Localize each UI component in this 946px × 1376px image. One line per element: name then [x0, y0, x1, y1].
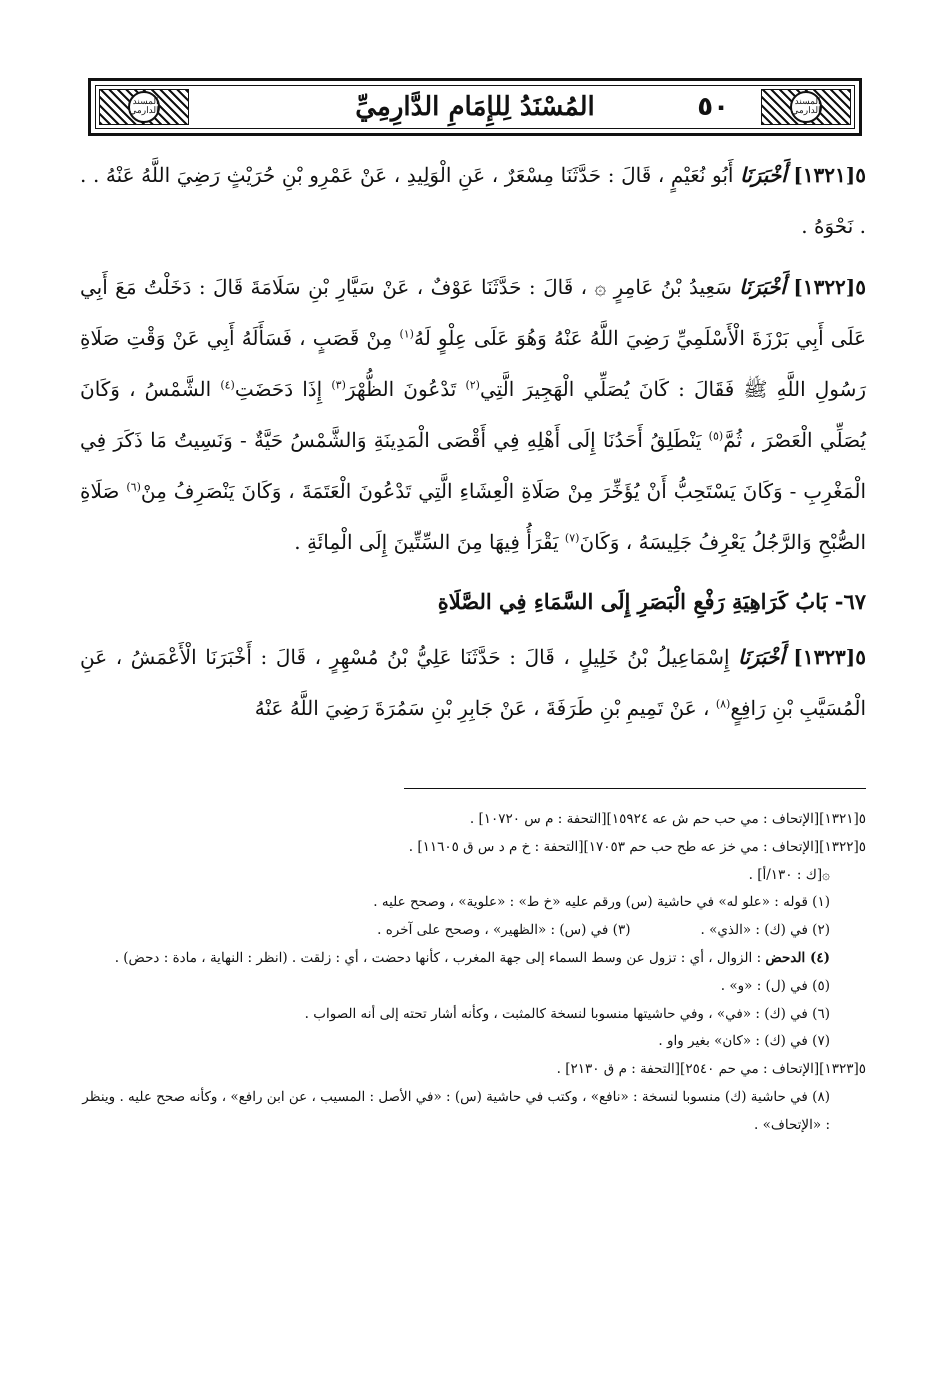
- akhbarana-word: أَخْبَرَنَا: [738, 645, 785, 669]
- hadith-1321: [80, 150, 866, 252]
- footnote-ref[interactable]: (٣): [331, 378, 346, 392]
- hadith-text: الشَّمْسُ ، وَكَانَ يُصَلِّي الْعَصْرَ ، ثُمَّ: [80, 377, 866, 452]
- hadith-text: تَدْعُونَ الظُّهْرَ: [345, 377, 457, 401]
- hadith-text: مِنْ قَصَبٍ ، فَسَأَلَهُ أَبِي عَنْ وَقْتِ صَلَاةِ رَسُولِ اللَّهِ ﷺ فَقَالَ : كَانَ يُصَلِّي الْهَجِيرَ الَّتِي: [80, 326, 867, 401]
- seal-text: المسند الدارمي: [129, 97, 159, 116]
- seal-icon: [790, 91, 822, 123]
- akhbarana-word: أَخْبَرَنَا: [740, 163, 787, 187]
- hadith-text: ، عَنْ تَمِيمِ بْنِ طَرَفَةَ ، عَنْ جَابِرِ بْنِ سَمُرَةَ رَضِيَ اللَّهُ عَنْهُ: [254, 696, 710, 720]
- footnote-1: (١) قوله : «علو له» في حاشية (س) ورقم عليه «خ ط» : «علوية» ، وصحح عليه .: [373, 894, 830, 911]
- footnote-5: (٥) في (ل) : «و» .: [720, 977, 830, 994]
- main-text: [80, 150, 866, 744]
- footnote-4-text: : الزوال ، أي : تزول عن وسط السماء إلى جهة المغرب ، كأنها دحضت ، أي : زلقت . (انظر : النهاية ، مادة : دحض) .: [114, 949, 762, 966]
- footnote-3: (٣) في (س) : «الظهير» ، وصحح على آخره .: [377, 922, 631, 939]
- hadith-text: صَلَاةِ الصُّبْحِ وَالرَّجُلُ يَعْرِفُ جَلِيسَهُ ، وَكَانَ: [80, 479, 866, 554]
- footnote-4-label: (٤) الدحض: [765, 949, 830, 966]
- takhrij-note-1321: ٥[١٣٢١][الإتحاف : مي حب حم ش عه ١٥٩٢٤][التحفة : م س ١٠٧٢٠] .: [469, 811, 866, 827]
- book-title: المُسْنَدُ لِلإِمَامِ الدَّارِمِيِّ: [355, 92, 595, 122]
- hadith-text: أَبُو نُعَيْمٍ ، قَالَ : حَدَّثَنَا مِسْعَرٌ ، عَنِ الْوَلِيدِ ، عَنْ عَمْرِو بْنِ حُرَيْثٍ رَضِيَ اللَّهُ عَنْهُ . . . نَحْوَهُ .: [80, 163, 866, 238]
- hadith-text: يَقْرَأُ فِيهَا مِنَ السِّتِّينَ إِلَى الْمِائَةِ .: [294, 530, 559, 554]
- footnotes: [80, 806, 866, 1140]
- footnote-7: (٧) في (ك) : «كان» بغير واو .: [658, 1033, 830, 1050]
- footnote-4: [80, 945, 866, 973]
- footnote-separator: [404, 788, 866, 789]
- footnote-ref[interactable]: (٢): [465, 378, 480, 392]
- footnote-ref[interactable]: (٨): [715, 697, 731, 711]
- hadith-text: إِذَا دَحَضَتِ: [234, 377, 323, 401]
- footnote-ref[interactable]: (٥): [708, 429, 724, 443]
- footnote-6: (٦) في (ك) : «في» ، وفي حاشيتها منسوبا لنسخة كالمثبت ، وكأنه أشار تحته إلى أنه الصواب .: [304, 1005, 830, 1022]
- footnote-2: (٢) في (ك) : «الذي» .: [700, 922, 830, 939]
- footnote-ref[interactable]: (١): [399, 327, 414, 341]
- hadith-text: يَنْطَلِقُ أَحَدُنَا إِلَى أَهْلِهِ فِي أَقْصَى الْمَدِينَةِ وَالشَّمْسُ حَيَّةٌ - وَنَسِيتُ مَا ذَكَرَ فِي الْمَغْرِبِ - وَكَانَ يَسْتَحِبُّ أَنْ يُؤَخِّرَ مِنْ صَلَاةِ الْعِشَاءِ الَّتِي تَدْعُونَ الْعَتَمَةَ ، وَكَانَ يَنْصَرِفُ مِنْ: [80, 428, 867, 503]
- takhrij-note-1323: ٥[١٣٢٣][الإتحاف : مي حم ٢٥٤٠][التحفة : م ق ٢١٣٠] .: [556, 1061, 866, 1078]
- hadith-number: ٥[١٣٢٢]: [793, 275, 867, 299]
- hadith-text: إِسْمَاعِيلُ بْنُ خَلِيلٍ ، قَالَ : حَدَّثَنَا عَلِيُّ بْنُ مُسْهِرٍ ، قَالَ : أَخْبَرَنَا الْأَعْمَشُ ، عَنِ الْمُسَيَّبِ بْنِ رَافِعٍ: [80, 645, 866, 720]
- seal-icon: [128, 91, 160, 123]
- footnote-ref[interactable]: (٧): [564, 531, 580, 545]
- header-ornament-left: [99, 89, 189, 125]
- footnote-8: (٨) في حاشية (ك) منسوبا لنسخة : «نافع» ، وكتب في حاشية (س) : «في الأصل : المسيب ، عن ابن رافع» ، وكأنه صحح عليه . وينظر : «الإتحاف» .: [82, 1088, 830, 1133]
- hadith-number: ٥[١٣٢١]: [793, 163, 866, 187]
- footnote-pair-2-3: [80, 917, 866, 945]
- hadith-1323: [80, 632, 866, 734]
- hadith-number: ٥[١٣٢٣]: [793, 645, 867, 669]
- seal-text: المسند الدارمي: [791, 97, 821, 116]
- folio-note: ۞[ك : ١٣٠/أ] .: [748, 866, 830, 883]
- akhbarana-word: أَخْبَرَنَا: [739, 275, 786, 299]
- footnote-ref[interactable]: (٦): [126, 480, 141, 494]
- footnote-ref[interactable]: (٤): [220, 378, 235, 392]
- chapter-heading: ٦٧- بَابُ كَرَاهِيَةِ رَفْعِ الْبَصَرِ إِلَى السَّمَاءِ فِي الصَّلَاةِ: [437, 589, 866, 614]
- page-number: ٥٠: [697, 92, 729, 122]
- hadith-text: سَعِيدُ بْنُ عَامِرٍ ۞ ، قَالَ : حَدَّثَنَا عَوْفٌ ، عَنْ سَيَّارِ بْنِ سَلَامَةَ قَالَ : دَخَلْتُ مَعَ أَبِي عَلَى أَبِي بَرْزَةَ الْأَسْلَمِيِّ رَضِيَ اللَّهُ عَنْهُ وَهُوَ عَلَى عِلْوٍ لَهُ: [80, 275, 866, 350]
- hadith-1322: [80, 262, 866, 568]
- header-ornament-right: [761, 89, 851, 125]
- page-header: [88, 78, 862, 136]
- takhrij-note-1322: ٥[١٣٢٢][الإتحاف : مي خز عه طح حب حم ١٧٠٥٣][التحفة : خ م د س ق ١١٦٠٥] .: [408, 838, 866, 855]
